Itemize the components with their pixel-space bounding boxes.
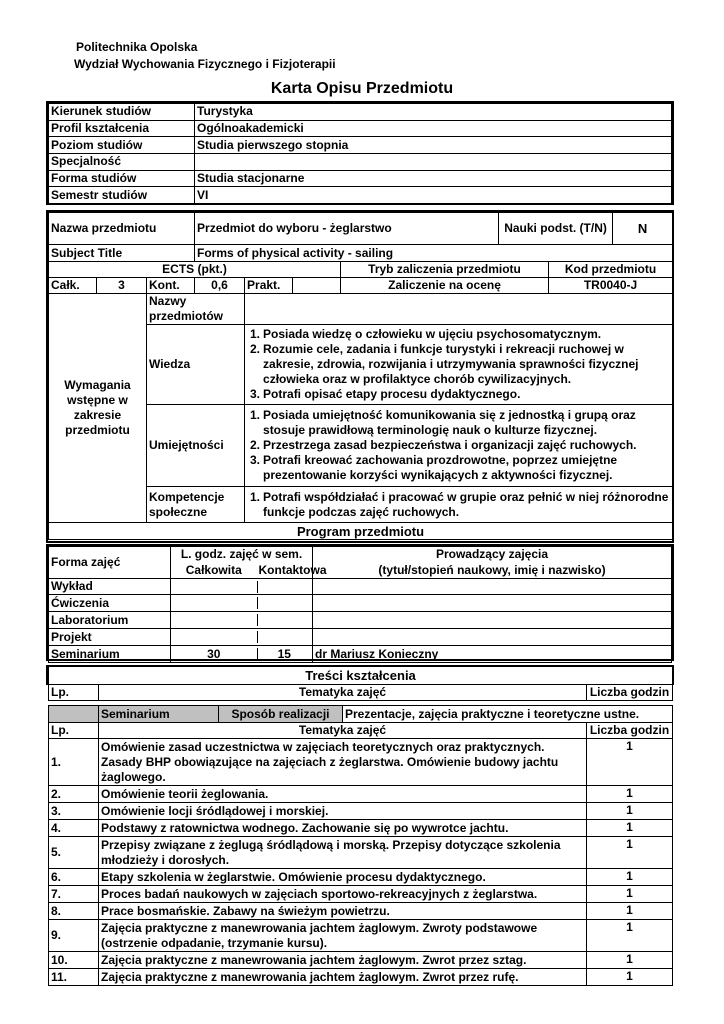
requirement-item xyxy=(249,490,670,520)
wiedza-label: Wiedza xyxy=(147,325,245,405)
requirements-label: Wymagania wstępne w zakresie przedmiotu xyxy=(49,294,147,523)
kontaktowa-value xyxy=(257,646,313,663)
topic-text: Etapy szkolenia w żeglarstwie. Omówienie procesu dydaktycznego. xyxy=(99,869,587,886)
tresci-table xyxy=(48,665,673,986)
study-info-value: Studia pierwszego stopnia xyxy=(195,137,672,154)
page-title: Karta Opisu Przedmiotu xyxy=(270,80,454,97)
seminarium-gray-cell xyxy=(49,706,99,723)
requirement-number: 1. xyxy=(250,408,261,422)
study-info-row xyxy=(49,120,672,137)
separator-mark xyxy=(257,648,258,660)
topic-text: Przepisy związane z żeglugą śródlądową i morską. Przepisy dotyczące szkolenia młodzieży i dorosłych. xyxy=(99,837,587,869)
requirement-number: 2. xyxy=(250,342,261,356)
requirement-text: Potrafi kreować zachowania prozdrowotne, poprzez umiejętne prezentowanie korzyści wynikających z aktywności fizycznej. xyxy=(263,453,618,482)
topic-text: Zajęcia praktyczne z manewrowania jachtem żaglowym. Zwrot przez rufę. xyxy=(99,969,587,986)
forma-value: Projekt xyxy=(49,629,171,646)
tematyka-header-2: Tematyka zajęć xyxy=(99,723,587,739)
study-info-label: Poziom studiów xyxy=(49,137,195,154)
subject-table xyxy=(48,212,673,540)
kontaktowa-text: 15 xyxy=(277,646,291,661)
topic-lp: 8. xyxy=(49,903,99,920)
requirement-number: 1. xyxy=(250,327,261,341)
topic-row xyxy=(49,969,673,986)
names-label: Nazwy przedmiotów xyxy=(147,294,245,325)
requirement-text: Potrafi współdziałać i pracować w grupie oraz pełnić w niej różnorodne funkcje podczas zajęć ruchowych. xyxy=(263,489,669,519)
topic-row xyxy=(49,869,673,886)
forma-value: Ćwiczenia xyxy=(49,595,171,612)
subject-name-label: Nazwa przedmiotu xyxy=(49,213,195,245)
separator-mark xyxy=(257,581,258,593)
topic-text: Proces badań naukowych w zajęciach sportowo-rekreacyjnych z żeglarstwa. xyxy=(99,886,587,903)
kontaktowa-label: Kontaktowa xyxy=(258,562,327,577)
forma-value: Seminarium xyxy=(49,646,171,663)
tematyka-header: Tematyka zajęć xyxy=(99,685,587,701)
requirement-text: Posiada umiejętność komunikowania się z jednostką i grupą oraz stosuje prawidłową terminologię nauk o kulturze fizycznej. xyxy=(263,408,636,437)
lp-header-2: Lp. xyxy=(49,723,99,739)
topic-row xyxy=(49,886,673,903)
study-info-row xyxy=(49,153,672,170)
topic-lp: 10. xyxy=(49,952,99,969)
kod-value: TR0040-J xyxy=(549,278,673,294)
kod-label: Kod przedmiotu xyxy=(549,262,673,278)
topic-hours: 1 xyxy=(587,869,673,886)
topic-hours: 1 xyxy=(587,903,673,920)
topic-lp: 9. xyxy=(49,920,99,952)
prowadzacy-value: dr Mariusz Konieczny xyxy=(313,646,672,663)
names-value xyxy=(245,294,673,325)
calk-value: 3 xyxy=(97,278,147,294)
program-row xyxy=(49,578,672,595)
requirement-number: 3. xyxy=(250,387,261,401)
study-info-row xyxy=(49,170,672,187)
topic-row xyxy=(49,903,673,920)
prowadzacy-value xyxy=(313,595,672,612)
ects-label: ECTS (pkt.) xyxy=(49,262,341,278)
requirement-number: 1. xyxy=(250,489,261,504)
tryb-label: Tryb zaliczenia przedmiotu xyxy=(341,262,549,278)
topic-lp: 6. xyxy=(49,869,99,886)
seminarium-label: Seminarium xyxy=(99,706,219,723)
topic-row xyxy=(49,952,673,969)
prowadzacy-value xyxy=(313,612,672,629)
program-title: Program przedmiotu xyxy=(49,523,673,540)
faculty-name: Wydział Wychowania Fizycznego i Fizjoterapii xyxy=(74,57,336,71)
forma-value: Laboratorium xyxy=(49,612,171,629)
requirement-item xyxy=(249,438,670,453)
calkowita-value xyxy=(171,629,257,646)
separator-mark xyxy=(257,614,258,626)
kompetencje-list xyxy=(245,487,673,523)
topic-lp: 5. xyxy=(49,837,99,869)
requirement-item xyxy=(249,342,670,387)
requirement-item xyxy=(249,387,670,402)
calkowita-value xyxy=(171,595,257,612)
study-info-value: Ogólnoakademicki xyxy=(195,120,672,137)
godziny-header-2: Liczba godzin xyxy=(587,723,673,739)
prakt-label: Prakt. xyxy=(245,278,293,294)
requirement-text: Przestrzega zasad bezpieczeństwa i organizacji zajęć ruchowych. xyxy=(263,438,637,452)
umiejetnosci-label: Umiejętności xyxy=(147,405,245,487)
kont-value: 0,6 xyxy=(195,278,245,294)
umiejetnosci-list xyxy=(245,405,673,487)
nauki-value: N xyxy=(613,213,673,245)
forma-label: Forma zajęć xyxy=(49,547,171,579)
godz-label: L. godz. zajęć w sem. xyxy=(171,547,313,563)
sposob-label: Sposób realizacji xyxy=(219,706,343,723)
topic-row xyxy=(49,837,673,869)
topic-hours: 1 xyxy=(587,820,673,837)
study-info-label: Profil kształcenia xyxy=(49,120,195,137)
kontaktowa-value xyxy=(257,629,313,646)
topic-lp: 2. xyxy=(49,786,99,803)
nauki-label: Nauki podst. (T/N) xyxy=(499,213,613,245)
requirement-item xyxy=(249,453,670,483)
university-name: Politechnika Opolska xyxy=(76,40,198,54)
topic-lp: 7. xyxy=(49,886,99,903)
study-info-table xyxy=(48,103,672,204)
topic-lp: 11. xyxy=(49,969,99,986)
calkowita-value xyxy=(171,578,257,595)
topic-text: Omówienie zasad uczestnictwa w zajęciach teoretycznych oraz praktycznych. Zasady BHP obowiązujące na zajęciach z żeglarstwa. Omówienie budowy jachtu żaglowego. xyxy=(99,739,587,786)
study-info-label: Semestr studiów xyxy=(49,187,195,204)
prowadzacy-label: Prowadzący zajęcia xyxy=(313,547,672,563)
wiedza-list xyxy=(245,325,673,405)
topic-hours: 1 xyxy=(587,920,673,952)
prowadzacy-value xyxy=(313,629,672,646)
topic-hours: 1 xyxy=(587,739,673,786)
topic-lp: 3. xyxy=(49,803,99,820)
calk-label: Całk. xyxy=(49,278,97,294)
topic-hours: 1 xyxy=(587,969,673,986)
topic-text: Omówienie teorii żeglowania. xyxy=(99,786,587,803)
prowadzacy-sub-label: (tytuł/stopień naukowy, imię i nazwisko) xyxy=(313,563,672,579)
topic-lp: 4. xyxy=(49,820,99,837)
topic-hours: 1 xyxy=(587,952,673,969)
godziny-header: Liczba godzin xyxy=(587,685,673,701)
subject-title-label: Subject Title xyxy=(49,245,195,262)
requirement-number: 3. xyxy=(250,453,261,467)
requirement-number: 2. xyxy=(250,438,261,452)
study-info-label: Forma studiów xyxy=(49,170,195,187)
study-info-label: Kierunek studiów xyxy=(49,104,195,121)
study-info-row xyxy=(49,104,672,121)
prowadzacy-value xyxy=(313,578,672,595)
program-row xyxy=(49,629,672,646)
kontaktowa-value xyxy=(257,612,313,629)
topic-hours: 1 xyxy=(587,886,673,903)
subject-title-value: Forms of physical activity - sailing xyxy=(195,245,673,262)
requirement-text: Posiada wiedzę o człowieku w ujęciu psychosomatycznym. xyxy=(263,327,602,341)
topic-text: Zajęcia praktyczne z manewrowania jachtem żaglowym. Zwrot przez sztag. xyxy=(99,952,587,969)
kompetencje-label: Kompetencje społeczne xyxy=(147,487,245,523)
topic-hours: 1 xyxy=(587,803,673,820)
study-info-value: VI xyxy=(195,187,672,204)
requirement-text: Potrafi opisać etapy procesu dydaktycznego. xyxy=(263,387,521,401)
topic-hours: 1 xyxy=(587,837,673,869)
requirement-item xyxy=(249,327,670,342)
subject-name-value: Przedmiot do wyboru - żeglarstwo xyxy=(195,213,499,245)
sposob-value: Prezentacje, zajęcia praktyczne i teoretyczne ustne. xyxy=(343,706,673,723)
study-info-row xyxy=(49,137,672,154)
program-row xyxy=(49,612,672,629)
study-info-value xyxy=(195,153,672,170)
forma-value: Wykład xyxy=(49,578,171,595)
calkowita-label: Całkowita xyxy=(171,563,257,579)
separator-mark xyxy=(257,631,258,643)
tryb-value: Zaliczenie na ocenę xyxy=(341,278,549,294)
program-table xyxy=(48,546,672,663)
calkowita-value xyxy=(171,612,257,629)
topic-row xyxy=(49,786,673,803)
topic-row xyxy=(49,739,673,786)
lp-header: Lp. xyxy=(49,685,99,701)
topic-row xyxy=(49,820,673,837)
topic-row xyxy=(49,920,673,952)
program-row xyxy=(49,646,672,663)
requirement-text: Rozumie cele, zadania i funkcje turystyki i rekreacji ruchowej w zakresie, zdrowia, rozwijania i utrzymywania sprawności fizycznej człowieka oraz w profilaktyce chorób cywilizacyjnych. xyxy=(263,342,639,386)
kontaktowa-value xyxy=(257,578,313,595)
topic-text: Podstawy z ratownictwa wodnego. Zachowanie się po wywrotce jachtu. xyxy=(99,820,587,837)
kont-label: Kont. xyxy=(147,278,195,294)
program-row xyxy=(49,595,672,612)
topic-row xyxy=(49,803,673,820)
study-info-label: Specjalność xyxy=(49,153,195,170)
topic-lp: 1. xyxy=(49,739,99,786)
topic-text: Omówienie locji śródlądowej i morskiej. xyxy=(99,803,587,820)
study-info-row xyxy=(49,187,672,204)
study-info-value: Studia stacjonarne xyxy=(195,170,672,187)
requirement-item xyxy=(249,408,670,438)
calkowita-value: 30 xyxy=(171,646,257,663)
study-info-value: Turystyka xyxy=(195,104,672,121)
topic-hours: 1 xyxy=(587,786,673,803)
prakt-value xyxy=(293,278,341,294)
kontaktowa-value xyxy=(257,595,313,612)
topic-text: Prace bosmańskie. Zabawy na świeżym powietrzu. xyxy=(99,903,587,920)
separator-mark xyxy=(257,597,258,609)
topic-text: Zajęcia praktyczne z manewrowania jachtem żaglowym. Zwroty podstawowe (ostrzenie odpadanie, trzymanie kursu). xyxy=(99,920,587,952)
tresci-title: Treści kształcenia xyxy=(49,666,673,685)
